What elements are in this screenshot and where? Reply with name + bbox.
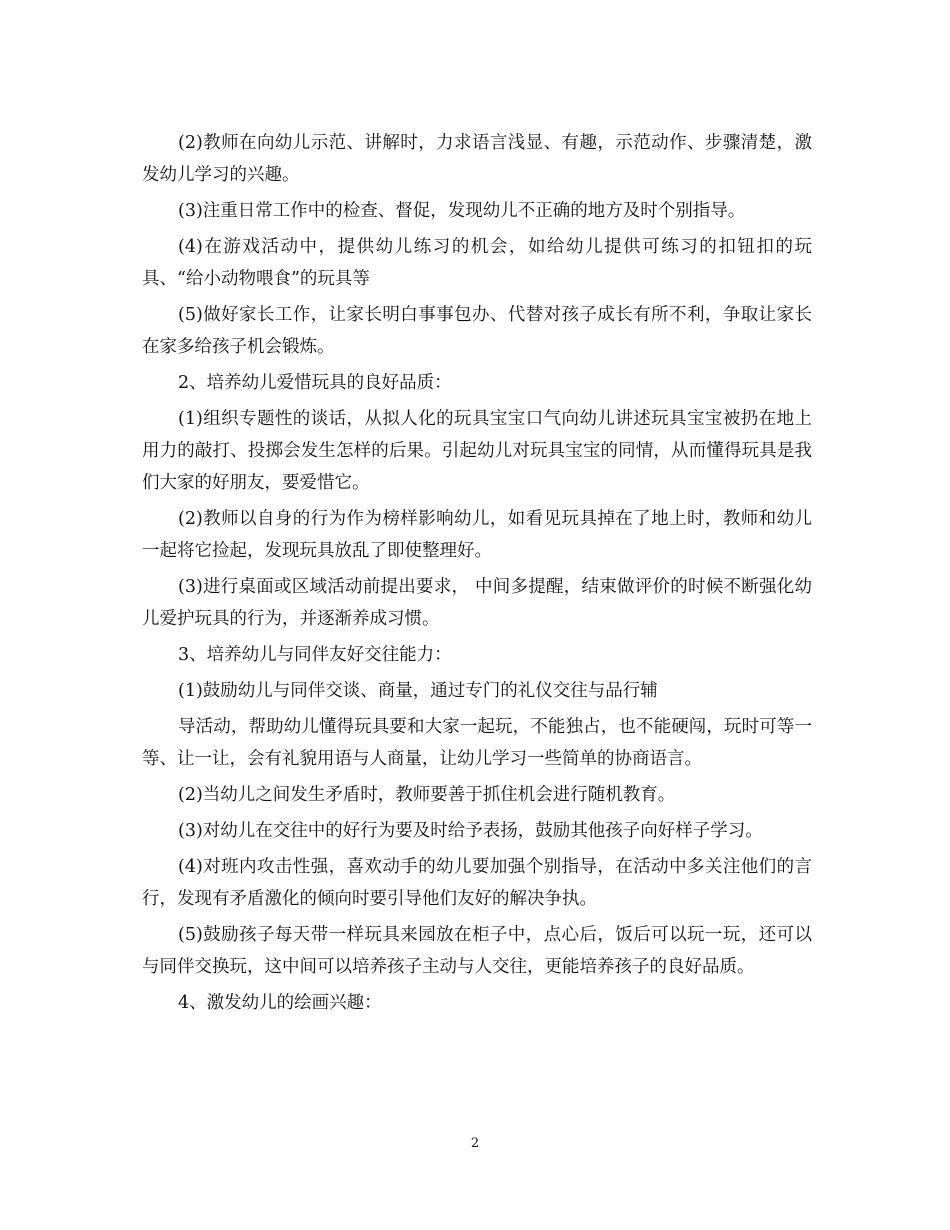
page-number: 2 — [470, 1136, 480, 1151]
paragraph: (3)注重日常工作中的检查、督促，发现幼儿不正确的地方及时个别指导。 — [178, 201, 746, 221]
paragraph: (1)鼓励幼儿与同伴交谈、商量，通过专门的礼仪交往与品行辅 — [178, 681, 658, 701]
paragraph: (3)进行桌面或区域活动前提出要求， 中间多提醒，结束做评价的时候不断强化幼儿爱护玩具的行为，并逐渐养成习惯。 — [142, 577, 812, 629]
section-heading: 4、激发幼儿的绘画兴趣： — [178, 993, 382, 1013]
paragraph: (3)对幼儿在交往中的好行为要及时给予表扬，鼓励其他孩子向好样子学习。 — [178, 821, 763, 841]
section-heading: 3、培养幼儿与同伴友好交往能力： — [178, 645, 452, 665]
paragraph: (5)做好家长工作，让家长明白事事包办、代替对孩子成长有所不利，争取让家长在家多给孩子机会锻炼。 — [142, 305, 812, 357]
body-text — [142, 127, 812, 1023]
paragraph: (2)教师以自身的行为作为榜样影响幼儿，如看见玩具掉在了地上时，教师和幼儿一起将它捡起，发现玩具放乱了即使整理好。 — [142, 509, 812, 561]
paragraph: (2)教师在向幼儿示范、讲解时，力求语言浅显、有趣，示范动作、步骤清楚，激发幼儿学习的兴趣。 — [142, 133, 812, 185]
paragraph: (1)组织专题性的谈话，从拟人化的玩具宝宝口气向幼儿讲述玩具宝宝被扔在地上用力的敲打、投掷会发生怎样的后果。引起幼儿对玩具宝宝的同情，从而懂得玩具是我们大家的好朋友，要爱惜它。 — [142, 409, 812, 493]
paragraph: 导活动，帮助幼儿懂得玩具要和大家一起玩，不能独占，也不能硬闯，玩时可等一等、让一让，会有礼貌用语与人商量，让幼儿学习一些简单的协商语言。 — [142, 717, 812, 769]
section-heading: 2、培养幼儿爱惜玩具的良好品质： — [178, 373, 452, 393]
paragraph: (4)在游戏活动中，提供幼儿练习的机会，如给幼儿提供可练习的扣钮扣的玩具、“给小动物喂食”的玩具等 — [142, 237, 812, 289]
paragraph: (4)对班内攻击性强，喜欢动手的幼儿要加强个别指导，在活动中多关注他们的言行，发现有矛盾激化的倾向时要引导他们友好的解决争执。 — [142, 857, 812, 909]
paragraph: (2)当幼儿之间发生矛盾时，教师要善于抓住机会进行随机教育。 — [178, 785, 676, 805]
paragraph: (5)鼓励孩子每天带一样玩具来园放在柜子中，点心后，饭后可以玩一玩，还可以与同伴交换玩，这中间可以培养孩子主动与人交往，更能培养孩子的良好品质。 — [142, 925, 812, 977]
